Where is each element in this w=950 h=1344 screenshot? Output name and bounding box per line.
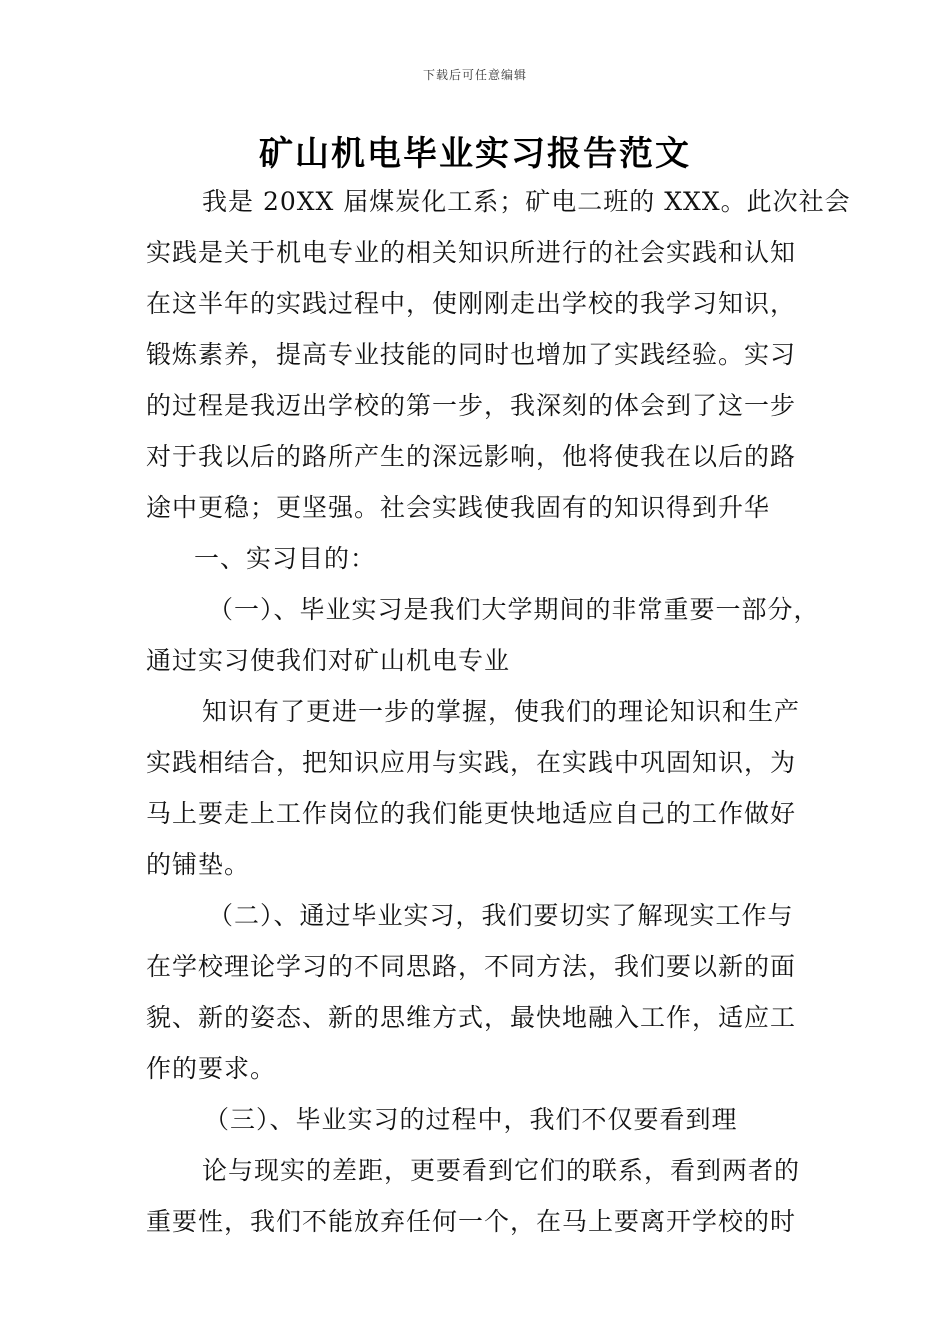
paragraph-line: 作的要求。 bbox=[146, 1054, 277, 1083]
paragraph-line: （三）、毕业实习的过程中，我们不仅要看到理 bbox=[204, 1105, 738, 1134]
document-body bbox=[146, 176, 851, 1247]
paragraph-line: （一）、毕业实习是我们大学期间的非常重要一部分， bbox=[208, 595, 820, 624]
paragraph-line: 通过实习使我们对矿山机电专业 bbox=[146, 646, 511, 675]
header-note: 下载后可任意编辑 bbox=[422, 68, 527, 82]
paragraph-line: 的过程是我迈出学校的第一步，我深刻的体会到了这一步 bbox=[146, 391, 797, 420]
paragraph-line: 途中更稳；更坚强。社会实践使我固有的知识得到升华 bbox=[146, 493, 771, 522]
paragraph-line: 实践相结合，把知识应用与实践，在实践中巩固知识，为 bbox=[146, 748, 797, 777]
paragraph-line: 实践是关于机电专业的相关知识所进行的社会实践和认知 bbox=[146, 238, 797, 267]
paragraph-line: 我是 20XX 届煤炭化工系；矿电二班的 XXX。此次社会 bbox=[202, 187, 851, 216]
paragraph-line: 知识有了更进一步的掌握，使我们的理论知识和生产 bbox=[202, 697, 801, 726]
document-title: 矿山机电毕业实习报告范文 bbox=[259, 134, 691, 174]
paragraph-line: 锻炼素养，提高专业技能的同时也增加了实践经验。实习 bbox=[146, 340, 797, 369]
paragraph-line: 论与现实的差距，更要看到它们的联系，看到两者的 bbox=[202, 1156, 801, 1185]
paragraph-line: 的铺垫。 bbox=[146, 850, 251, 879]
paragraph-line: 在学校理论学习的不同思路，不同方法，我们要以新的面 bbox=[146, 952, 797, 981]
paragraph-line: 在这半年的实践过程中，使刚刚走出学校的我学习知识， bbox=[146, 289, 797, 318]
section-heading: 一、实习目的： bbox=[194, 544, 377, 573]
paragraph-line: （二）、通过毕业实习，我们要切实了解现实工作与 bbox=[208, 901, 794, 930]
paragraph-line: 马上要走上工作岗位的我们能更快地适应自己的工作做好 bbox=[146, 799, 797, 828]
paragraph-line: 貌、新的姿态、新的思维方式，最快地融入工作，适应工 bbox=[146, 1003, 797, 1032]
paragraph-line: 重要性，我们不能放弃任何一个，在马上要离开学校的时 bbox=[146, 1207, 797, 1236]
paragraph-line: 对于我以后的路所产生的深远影响，他将使我在以后的路 bbox=[146, 442, 797, 471]
